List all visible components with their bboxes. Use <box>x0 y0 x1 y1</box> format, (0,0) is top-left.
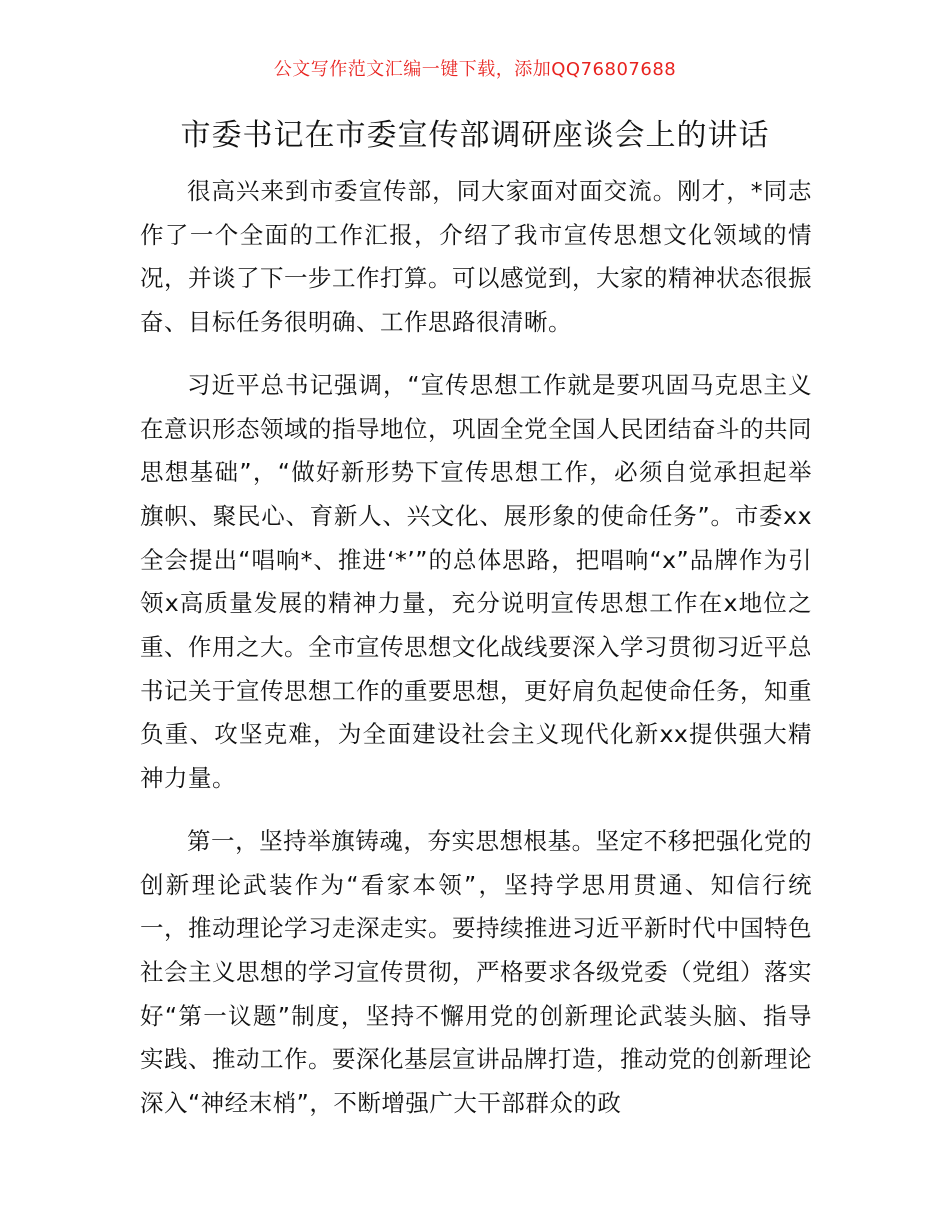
paragraph-3: 第一，坚持举旗铸魂，夯实思想根基。坚定不移把强化党的创新理论武装作为“看家本领”，坚持学思用贯通、知信行统一，推动理论学习走深走实。要持续推进习近平新时代中国特色社会主义思想的学习宣传贯彻，严格要求各级党委（党组）落实好“第一议题”制度，坚持不懈用党的创新理论武装头脑、指导实践、推动工作。要深化基层宣讲品牌打造，推动党的创新理论深入“神经末梢”，不断增强广大干部群众的政 <box>140 826 812 1118</box>
paragraph-2: 习近平总书记强调，“宣传思想工作就是要巩固马克思主义在意识形态领域的指导地位，巩固全党全国人民团结奋斗的共同思想基础”，“做好新形势下宣传思想工作，必须自觉承担起举旗帜、聚民心、育新人、兴文化、展形象的使命任务”。市委xx全会提出“唱响*、推进‘*’”的总体思路，把唱响“x”品牌作为引领x高质量发展的精神力量，充分说明宣传思想工作在x地位之重、作用之大。全市宣传思想文化战线要深入学习贯彻习近平总书记关于宣传思想工作的重要思想，更好肩负起使命任务，知重负重、攻坚克难，为全面建设社会主义现代化新xx提供强大精神力量。 <box>140 370 812 793</box>
paragraph-1: 很高兴来到市委宣传部，同大家面对面交流。刚才，*同志作了一个全面的工作汇报，介绍了我市宣传思想文化领域的情况，并谈了下一步工作打算。可以感觉到，大家的精神状态很振奋、目标任务很明确、工作思路很清晰。 <box>140 177 812 337</box>
download-banner: 公文写作范文汇编一键下载，添加QQ76807688 <box>273 59 677 80</box>
document-body <box>140 170 812 1145</box>
document-title: 市委书记在市委宣传部调研座谈会上的讲话 <box>180 118 770 153</box>
